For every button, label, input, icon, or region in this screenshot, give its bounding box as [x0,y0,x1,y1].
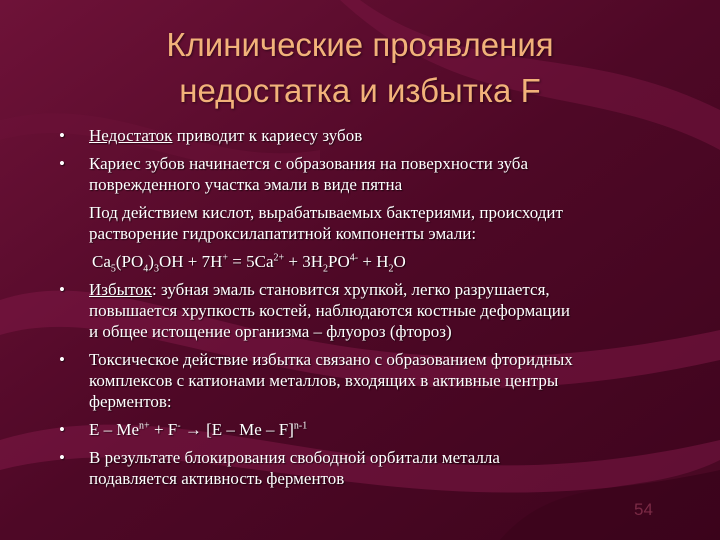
excess-line-2: повышается хрупкость костей, наблюдаются костные деформации [89,301,570,320]
bullet-item-blocking [56,447,676,489]
eq-sub: 5 [110,263,116,275]
slide-title [60,22,660,114]
eq-part: E – Me [89,420,140,439]
bullet-item-caries [56,153,676,195]
eq-part: O [393,252,406,271]
slide-body [56,125,676,496]
title-line-1: Клинические проявления [166,26,554,63]
eq-sub: 2 [323,263,329,275]
bullet-marker: • [59,448,65,467]
eq-part: + F [149,420,178,439]
toxic-line-1: Токсическое действие избытка связано с образованием фторидных [89,350,573,369]
eq-sup: 4- [349,252,359,264]
deficiency-text: приводит к кариесу зубов [172,126,363,145]
bullet-marker: • [59,154,65,173]
excess-term: Избыток [89,280,153,299]
eq-part: + 3H [284,252,324,271]
eq-sup: n-1 [293,420,308,432]
eq-part: (PO [115,252,144,271]
eq-part: → [E – Me – F] [180,420,294,439]
bullet-item-toxic [56,349,676,412]
eq-sup: 2+ [273,252,285,264]
eq-sub: 2 [388,263,394,275]
eq-part: Ca [92,252,111,271]
excess-line-1: : зубная эмаль становится хрупкой, легко разрушается, [152,280,550,299]
eq-part: OH + 7H [158,252,223,271]
bullet-marker: • [59,126,65,145]
bullet-item-deficiency [56,125,676,146]
eq-sub: 3 [153,263,159,275]
blocking-line-1: В результате блокирования свободной орбитали металла [89,448,500,467]
bullet-marker: • [59,280,65,299]
bullet-item-complex-equation [56,419,676,440]
caries-line-1: Кариес зубов начинается с образования на поверхности зуба [89,154,528,173]
deficiency-term: Недостаток [89,126,173,145]
toxic-line-2: комплексов с катионами металлов, входящих в активные центры [89,371,559,390]
eq-part: + H [358,252,389,271]
caries-line-2: поврежденного участка эмали в виде пятна [89,175,403,194]
acid-paragraph [56,202,676,244]
eq-part: = 5Ca [228,252,274,271]
eq-sup: - [177,420,181,432]
eq-part: PO [328,252,350,271]
bullet-item-excess [56,279,676,342]
page-number: 54 [634,500,653,519]
toxic-line-3: ферментов: [89,392,172,411]
title-line-2: недостатка и избытка F [179,72,541,109]
eq-part: ) [148,252,154,271]
excess-line-3: и общее истощение организма – флуороз (фтороз) [89,322,452,341]
eq-sup: n+ [139,420,150,432]
blocking-line-2: подавляется активность ферментов [89,469,345,488]
eq-sup: + [222,252,229,264]
bullet-marker: • [59,350,65,369]
acid-line-2: растворение гидроксилапатитной компоненты эмали: [89,224,477,243]
acid-line-1: Под действием кислот, вырабатываемых бактериями, происходит [89,203,563,222]
bullet-marker: • [59,420,65,439]
eq-sub: 4 [143,263,149,275]
dissolution-equation [56,251,676,275]
